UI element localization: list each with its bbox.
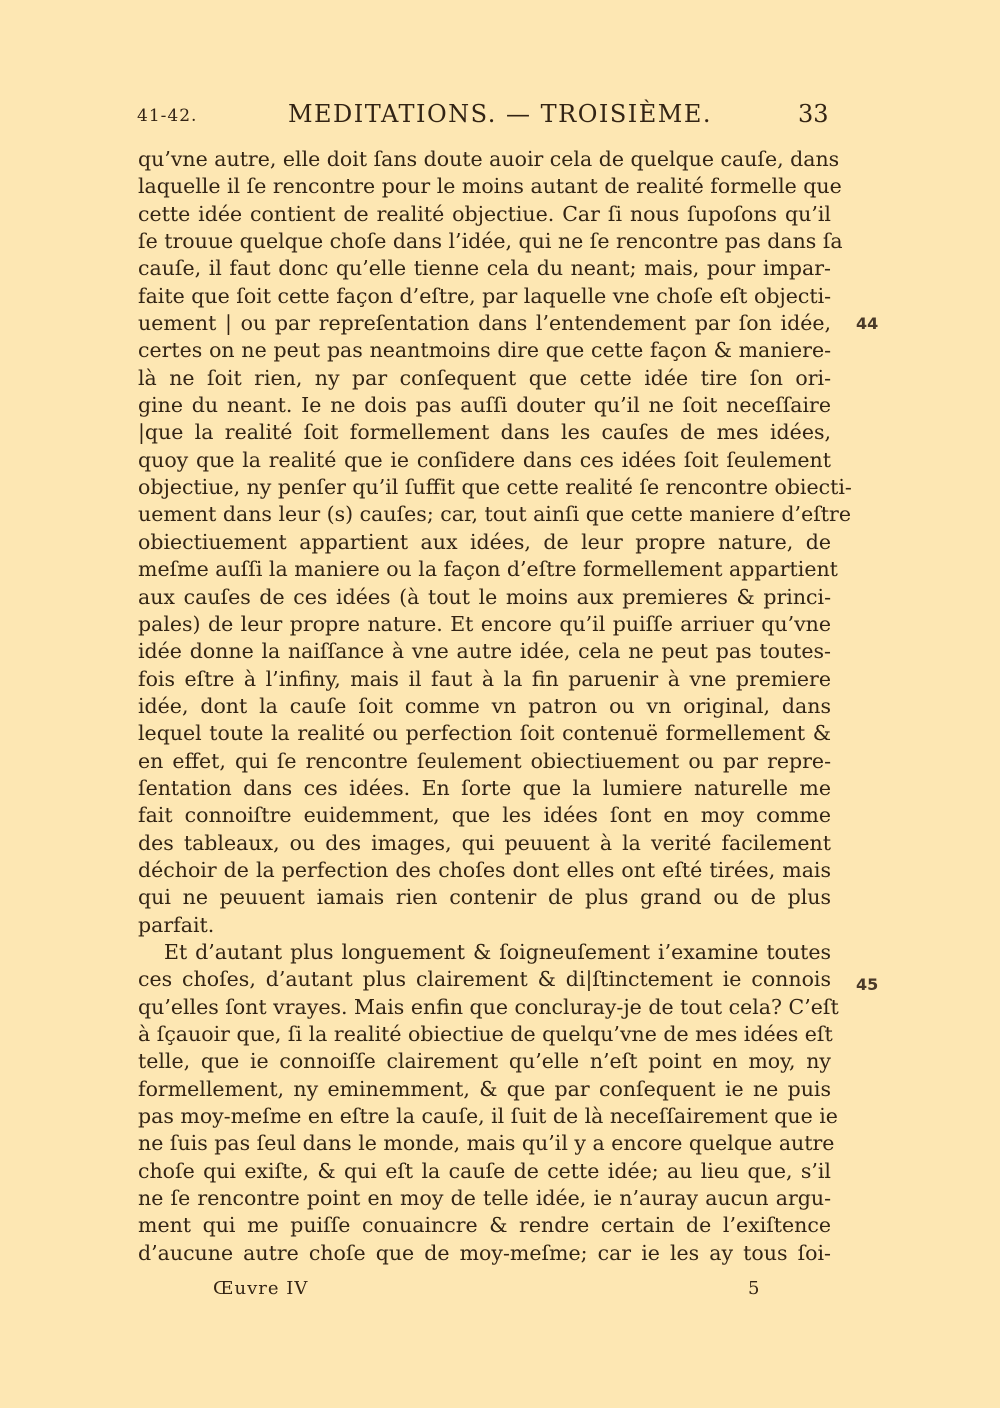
- page-number: 33: [798, 100, 829, 128]
- text-line: meſme auſſi la maniere ou la façon d’eſtre formellement appartient: [138, 557, 838, 582]
- text-line: idée, dont la cauſe ſoit comme vn patron ou vn original, dans: [138, 693, 831, 718]
- text-line: choſe qui exiſte, & qui eſt la cauſe de cette idée; au lieu que, s’il: [138, 1158, 831, 1183]
- running-title: MEDITATIONS. — TROISIÈME.: [287, 100, 713, 128]
- signature-mark: Œuvre IV: [213, 1278, 309, 1299]
- text-line: lequel toute la realité ou perfection ſoit contenuë formellement &: [138, 721, 831, 746]
- page-range: 41-42.: [137, 106, 198, 126]
- text-line: qui ne peuuent iamais rien contenir de plus grand ou de plus: [138, 885, 831, 910]
- text-line: laquelle il ſe rencontre pour le moins autant de realité formelle que: [138, 174, 842, 199]
- text-line: parfait.: [138, 912, 215, 937]
- text-line: d’aucune autre choſe que de moy-meſme; car ie les ay tous ſoi-: [138, 1240, 831, 1265]
- text-line: gine du neant. Ie ne dois pas auſſi douter qu’il ne ſoit neceſſaire: [138, 393, 831, 418]
- text-line: certes on ne peut pas neantmoins dire que cette façon & maniere-: [138, 338, 831, 363]
- text-line: pas moy-meſme en eſtre la cauſe, il ſuit de là neceſſairement que ie: [138, 1104, 838, 1129]
- margin-number: 45: [856, 975, 879, 994]
- text-line: ces choſes, d’autant plus clairement & di|ſtinctement ie connois: [138, 967, 831, 992]
- text-line: qu’elles ſont vrayes. Mais enfin que concluray-je de tout cela? C’eſt: [138, 994, 839, 1019]
- text-line: quoy que la realité que ie conſidere dans ces idées ſoit ſeulement: [138, 447, 831, 472]
- text-line: uement dans leur (s) cauſes; car, tout ainſi que cette maniere d’eſtre: [138, 502, 851, 527]
- text-line: ne ſe rencontre point en moy de telle idée, ie n’auray aucun argu-: [138, 1186, 831, 1211]
- signature-number: 5: [748, 1278, 760, 1299]
- text-line: objectiue, ny penſer qu’il ſuffit que cette realité ſe rencontre obiecti-: [138, 475, 852, 500]
- text-line: idée donne la naiſſance à vne autre idée, cela ne peut pas toutes-: [138, 639, 831, 664]
- text-line: telle, que ie connoiſſe clairement qu’elle n’eſt point en moy, ny: [138, 1049, 831, 1074]
- text-line: à ſçauoir que, ſi la realité obiectiue de quelqu’vne de mes idées eſt: [138, 1022, 833, 1046]
- text-line: déchoir de la perfection des choſes dont elles ont eſté tirées, mais: [138, 857, 831, 882]
- text-line: là ne ſoit rien, ny par conſequent que cette idée tire ſon ori-: [138, 365, 831, 390]
- text-line: obiectiuement appartient aux idées, de leur propre nature, de: [138, 529, 831, 554]
- text-line: fait connoiſtre euidemment, que les idées ſont en moy comme: [138, 803, 831, 828]
- text-line: |que la realité ſoit formellement dans les cauſes de mes idées,: [138, 420, 831, 445]
- text-line: formellement, ny eminemment, & que par conſequent ie ne puis: [138, 1076, 831, 1101]
- page-footer: [0, 1278, 1000, 1304]
- margin-number: 44: [856, 314, 879, 333]
- text-line: ment qui me puiſſe conuaincre & rendre certain de l’exiſtence: [138, 1213, 831, 1238]
- text-line: fois eſtre à l’infiny, mais il faut à la fin paruenir à vne premiere: [138, 666, 831, 691]
- text-line: qu’vne autre, elle doit ſans doute auoir cela de quelque cauſe, dans: [138, 147, 840, 171]
- text-line: ſe trouue quelque choſe dans l’idée, qui ne ſe rencontre pas dans ſa: [138, 229, 843, 254]
- text-line: Et d’autant plus longuement & ſoigneuſement i’examine toutes: [164, 939, 831, 964]
- text-line: en effet, qui ſe rencontre ſeulement obiectiuement ou par repre-: [138, 748, 831, 773]
- text-line: cette idée contient de realité objectiue. Car ſi nous ſupoſons qu’il: [138, 201, 831, 226]
- text-line: cauſe, il faut donc qu’elle tienne cela du neant; mais, pour impar-: [138, 256, 831, 281]
- text-line: pales) de leur propre nature. Et encore qu’il puiſſe arriuer qu’vne: [138, 611, 831, 636]
- text-line: uement | ou par repreſentation dans l’entendement par ſon idée,: [138, 311, 831, 336]
- text-line: des tableaux, ou des images, qui peuuent à la verité facilement: [138, 830, 831, 855]
- text-line: faite que ſoit cette façon d’eſtre, par laquelle vne choſe eſt objecti-: [138, 283, 832, 308]
- text-line: ſentation dans ces idées. En ſorte que la lumiere naturelle me: [138, 775, 831, 800]
- text-line: ne ſuis pas ſeul dans le monde, mais qu’il y a encore quelque autre: [138, 1131, 835, 1156]
- text-line: aux cauſes de ces idées (à tout le moins aux premieres & princi-: [138, 584, 831, 609]
- running-header: [0, 100, 1000, 134]
- body-text: [138, 146, 852, 1267]
